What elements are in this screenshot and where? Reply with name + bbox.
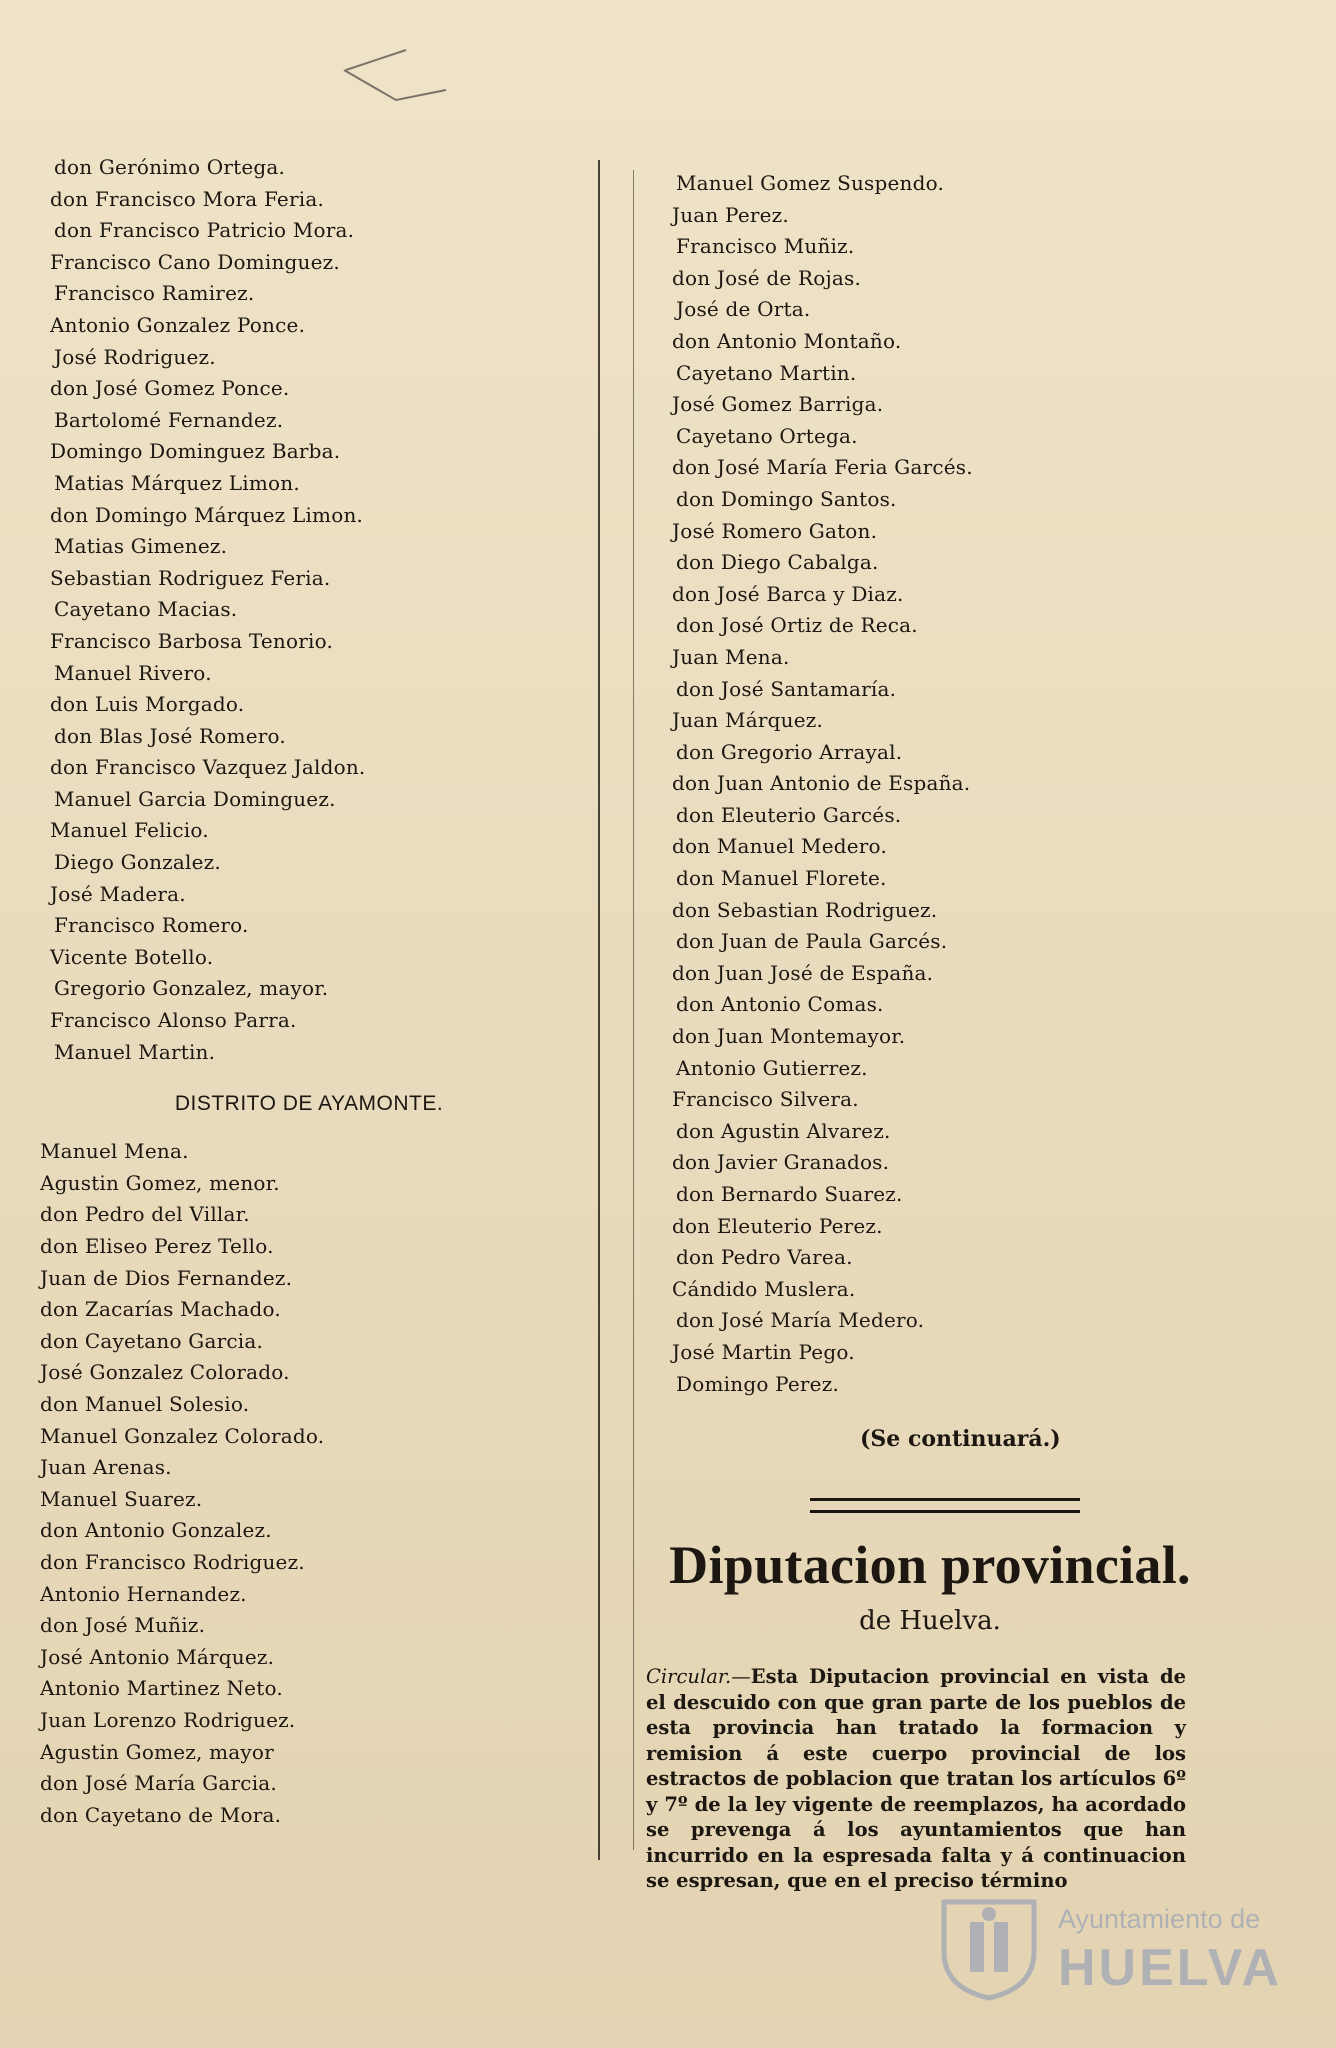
list-item: Cayetano Ortega.	[676, 423, 858, 448]
list-item: Cayetano Macias.	[54, 597, 238, 622]
list-item: Manuel Gonzalez Colorado.	[40, 1423, 325, 1448]
list-item: don Francisco Rodriguez.	[40, 1549, 305, 1574]
list-item: don Pedro del Villar.	[40, 1202, 250, 1227]
list-item: don José Gomez Ponce.	[50, 376, 290, 401]
watermark-line2: HUELVA	[1058, 1939, 1283, 1997]
list-item: Juan Arenas.	[40, 1455, 172, 1480]
name-list	[24, 152, 584, 1068]
list-item: Vicente Botello.	[50, 944, 214, 969]
list-item: Sebastian Rodriguez Feria.	[50, 565, 331, 590]
list-item: Bartolomé Fernandez.	[54, 407, 284, 432]
list-item: Matias Márquez Limon.	[54, 470, 300, 495]
list-item: Antonio Hernandez.	[40, 1581, 247, 1606]
name-list	[652, 168, 1212, 1400]
list-item: Francisco Barbosa Tenorio.	[50, 628, 334, 653]
list-item: Francisco Alonso Parra.	[50, 1008, 297, 1033]
list-item: don Diego Cabalga.	[676, 550, 879, 575]
list-item: don José Santamaría.	[676, 676, 897, 701]
list-item: Manuel Martin.	[54, 1039, 216, 1064]
list-item: don Pedro Varea.	[676, 1245, 853, 1270]
list-item: José Gomez Barriga.	[672, 392, 884, 417]
list-item: Manuel Mena.	[40, 1139, 189, 1164]
section-title: Diputacion provincial.	[669, 1535, 1191, 1595]
list-item: Gregorio Gonzalez, mayor.	[54, 976, 329, 1001]
list-item: don Juan José de España.	[672, 960, 934, 985]
column-divider-secondary	[633, 170, 634, 1850]
list-item: Francisco Muñiz.	[676, 234, 855, 259]
circular-lead: Circular.—	[646, 1665, 751, 1688]
list-item: José Antonio Márquez.	[40, 1644, 275, 1669]
list-item: don José Muñiz.	[40, 1613, 206, 1638]
list-item: Juan Perez.	[672, 202, 789, 227]
list-item: Juan Mena.	[672, 644, 790, 669]
watermark-line1: Ayuntamiento de	[1058, 1904, 1261, 1934]
circular-paragraph	[646, 1664, 1186, 1894]
list-item: don Eleuterio Garcés.	[676, 802, 902, 827]
list-item: Antonio Gonzalez Ponce.	[50, 312, 306, 337]
list-item: don Francisco Vazquez Jaldon.	[50, 755, 366, 780]
list-item: Francisco Ramirez.	[54, 281, 255, 306]
archive-watermark	[930, 1892, 1290, 2002]
list-item: Domingo Perez.	[676, 1371, 840, 1396]
list-item: don Cayetano Garcia.	[40, 1328, 264, 1353]
list-item: don Antonio Gonzalez.	[40, 1518, 272, 1543]
list-item: Diego Gonzalez.	[54, 850, 221, 875]
list-item: Francisco Cano Dominguez.	[50, 249, 340, 274]
list-item: don Blas José Romero.	[54, 723, 286, 748]
list-item: José Gonzalez Colorado.	[40, 1360, 290, 1385]
section-divider	[810, 1498, 1080, 1513]
list-item: José Romero Gaton.	[672, 518, 878, 543]
list-item: don Juan Antonio de España.	[672, 771, 971, 796]
list-item: Manuel Rivero.	[54, 660, 212, 685]
list-item: Matias Gimenez.	[54, 534, 228, 559]
list-item: don Eleuterio Perez.	[672, 1213, 883, 1238]
list-item: Francisco Romero.	[54, 913, 249, 938]
list-item: don José María Medero.	[676, 1308, 925, 1333]
list-item: don Antonio Montaño.	[672, 328, 902, 353]
list-item: don Zacarías Machado.	[40, 1297, 281, 1322]
list-item: don Agustin Alvarez.	[676, 1118, 891, 1143]
list-item: José de Orta.	[676, 297, 811, 322]
list-item: Francisco Silvera.	[672, 1087, 859, 1112]
list-item: Juan de Dios Fernandez.	[40, 1265, 293, 1290]
list-item: don Luis Morgado.	[50, 692, 245, 717]
list-item: don Antonio Comas.	[676, 992, 884, 1017]
list-item: Agustin Gomez, menor.	[40, 1170, 280, 1195]
list-item: don Francisco Patricio Mora.	[54, 218, 355, 243]
list-item: don Gerónimo Ortega.	[54, 155, 286, 179]
list-item: don Bernardo Suarez.	[676, 1182, 903, 1206]
list-item: Juan Márquez.	[672, 708, 824, 733]
list-item: don Gregorio Arrayal.	[676, 739, 903, 764]
list-item: José Madera.	[50, 881, 186, 906]
list-item: don Juan Montemayor.	[672, 1024, 906, 1049]
list-item: don Juan de Paula Garcés.	[676, 929, 948, 954]
list-item: Agustin Gomez, mayor	[40, 1739, 274, 1764]
list-item: Antonio Martinez Neto.	[40, 1676, 283, 1701]
district-heading: DISTRITO DE AYAMONTE.	[174, 1092, 444, 1116]
list-item: don José María Feria Garcés.	[672, 455, 973, 480]
list-item: don José Barca y Diaz.	[672, 581, 904, 606]
list-item: don Javier Granados.	[672, 1150, 890, 1175]
list-item: don Manuel Solesio.	[40, 1391, 250, 1416]
list-item: don Eliseo Perez Tello.	[40, 1234, 274, 1258]
list-item: Manuel Felicio.	[50, 818, 209, 843]
list-item: Juan Lorenzo Rodriguez.	[40, 1707, 296, 1732]
list-item: Cayetano Martin.	[676, 360, 857, 385]
list-item: don José María Garcia.	[40, 1771, 277, 1796]
list-item: don Manuel Florete.	[676, 866, 887, 891]
list-item: Domingo Dominguez Barba.	[50, 439, 341, 464]
list-item: Manuel Gomez Suspendo.	[676, 171, 945, 195]
list-item: Manuel Suarez.	[40, 1486, 203, 1511]
list-item: José Rodriguez.	[54, 344, 216, 369]
list-item: don José Ortiz de Reca.	[676, 613, 918, 638]
list-item: don Sebastian Rodriguez.	[672, 897, 938, 922]
pencil-mark-icon	[336, 40, 456, 130]
right-column	[652, 168, 1212, 1400]
district-name-list	[24, 1136, 584, 1831]
section-subtitle: de Huelva.	[859, 1606, 1001, 1636]
list-item: Manuel Garcia Dominguez.	[54, 786, 336, 811]
list-item: don Manuel Medero.	[672, 834, 887, 859]
list-item: don Domingo Márquez Limon.	[50, 502, 364, 527]
list-item: Antonio Gutierrez.	[676, 1055, 868, 1080]
city-seal-icon	[930, 1892, 1048, 2002]
circular-body: Esta Diputacion provincial en vista de el descuido con que gran parte de los pueblos de esta provincia han tratado la formacion y remision á este cuerpo provincial de los estractos de poblacion que tratan los artículos 6º y 7º de la ley vigente de reemplazos, ha acordado se prevenga á los ayuntamientos que han incurrido en la espresada falta y á continuacion se espresan, que en el preciso término	[646, 1665, 1186, 1892]
column-divider	[598, 160, 600, 1860]
list-item: José Martin Pego.	[672, 1339, 855, 1364]
list-item: don Domingo Santos.	[676, 486, 897, 511]
left-column	[24, 152, 584, 1831]
list-item: don José de Rojas.	[672, 265, 862, 290]
continuation-note: (Se continuará.)	[860, 1426, 1061, 1452]
list-item: don Francisco Mora Feria.	[50, 186, 325, 211]
list-item: don Cayetano de Mora.	[40, 1802, 282, 1827]
list-item: Cándido Muslera.	[672, 1276, 856, 1301]
